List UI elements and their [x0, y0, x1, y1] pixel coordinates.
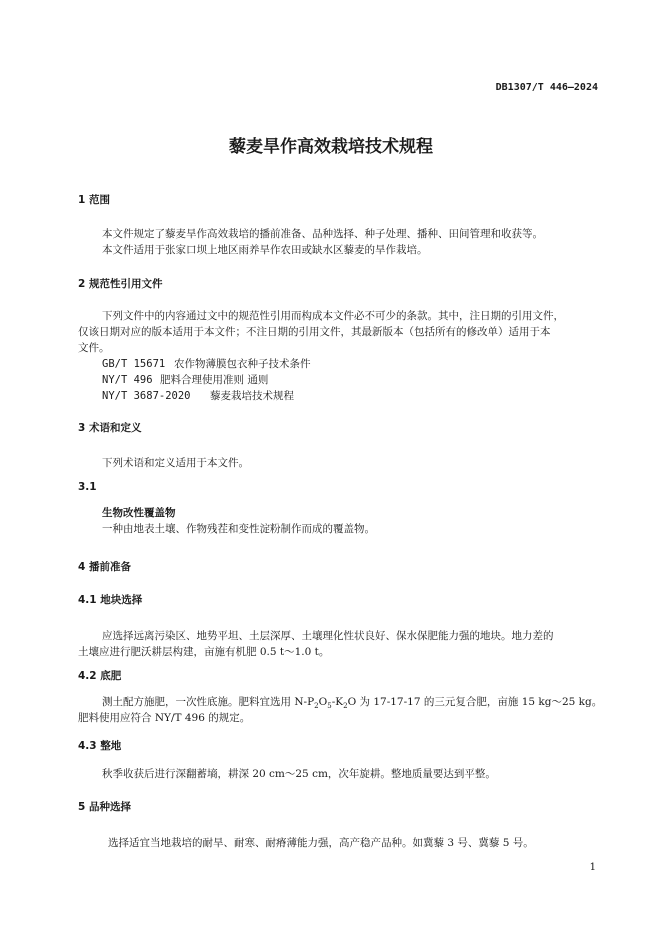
subsection-4-1-line-2: 土壤应进行肥沃耕层构建，亩施有机肥 0.5 t～1.0 t。: [78, 646, 330, 658]
section-1-paragraph-2: 本文件适用于张家口坝上地区雨养旱作农田或缺水区藜麦的旱作栽培。: [102, 244, 428, 256]
section-2-paragraph-line-2: 仅该日期对应的版本适用于本文件；不注日期的引用文件，其最新版本（包括所有的修改单）适用于本: [78, 326, 551, 338]
section-5-line-1: 选择适宜当地栽培的耐旱、耐寒、耐瘠薄能力强，高产稳产品种。如冀藜 3 号、冀藜 5 号。: [108, 837, 534, 849]
term-name: 生物改性覆盖物: [102, 507, 176, 519]
section-4-heading: 4 播前准备: [78, 561, 131, 573]
subscript: 5: [327, 702, 332, 711]
reference-code: GB/T 15671: [102, 358, 166, 370]
section-3-paragraph: 下列术语和定义适用于本文件。: [102, 457, 249, 469]
subsection-4-2-heading: 4.2 底肥: [78, 670, 122, 682]
subsection-4-3-line-1: 秋季收获后进行深翻蓄墒，耕深 20 cm～25 cm，次年旋耕。整地质量要达到平整。: [102, 768, 496, 780]
subsection-4-2-line-1: [102, 694, 602, 710]
subsection-4-1-line-1: 应选择远离污染区、地势平坦、土层深厚、土壤理化性状良好、保水保肥能力强的地块。地力差的: [102, 630, 554, 642]
subsection-3-1-number: 3.1: [78, 481, 97, 493]
reference-code: NY/T 3687-2020: [102, 390, 191, 402]
text-segment: O 为 17-17-17 的三元复合肥，亩施 15 kg～25 kg。: [347, 696, 603, 708]
section-5-heading: 5 品种选择: [78, 801, 131, 813]
reference-item: [102, 388, 294, 403]
subsection-4-2-line-2: 肥料使用应符合 NY/T 496 的规定。: [78, 712, 251, 724]
section-2-paragraph-line-3: 文件。: [78, 342, 110, 354]
reference-title: 藜麦栽培技术规程: [210, 390, 294, 402]
subsection-4-3-heading: 4.3 整地: [78, 740, 122, 752]
text-segment: O: [318, 696, 328, 708]
reference-item: [102, 356, 311, 371]
subscript: 2: [343, 702, 348, 711]
reference-title: 农作物薄膜包衣种子技术条件: [174, 358, 311, 370]
text-segment: 测土配方施肥，一次性底施。肥料宜选用 N-P: [102, 696, 315, 708]
subscript: 2: [314, 702, 319, 711]
term-definition: 一种由地表土壤、作物残茬和变性淀粉制作而成的覆盖物。: [102, 523, 375, 535]
page-number: 1: [589, 862, 596, 873]
reference-title: 肥料合理使用准则 通则: [160, 374, 269, 386]
section-2-paragraph-line-1: 下列文件中的内容通过文中的规范性引用而构成本文件必不可少的条款。其中，注日期的引用文件，: [102, 310, 564, 322]
section-1-paragraph-1: 本文件规定了藜麦旱作高效栽培的播前准备、品种选择、种子处理、播种、田间管理和收获等。: [102, 228, 543, 240]
reference-code: NY/T 496: [102, 374, 153, 386]
standard-number: DB1307/T 446—2024: [495, 82, 598, 93]
reference-item: [102, 372, 268, 387]
section-3-heading: 3 术语和定义: [78, 422, 142, 434]
section-1-heading: 1 范围: [78, 194, 110, 206]
document-title: 藜麦旱作高效栽培技术规程: [229, 137, 433, 157]
subsection-4-1-heading: 4.1 地块选择: [78, 594, 143, 606]
section-2-heading: 2 规范性引用文件: [78, 278, 163, 290]
text-segment: -K: [331, 696, 344, 708]
